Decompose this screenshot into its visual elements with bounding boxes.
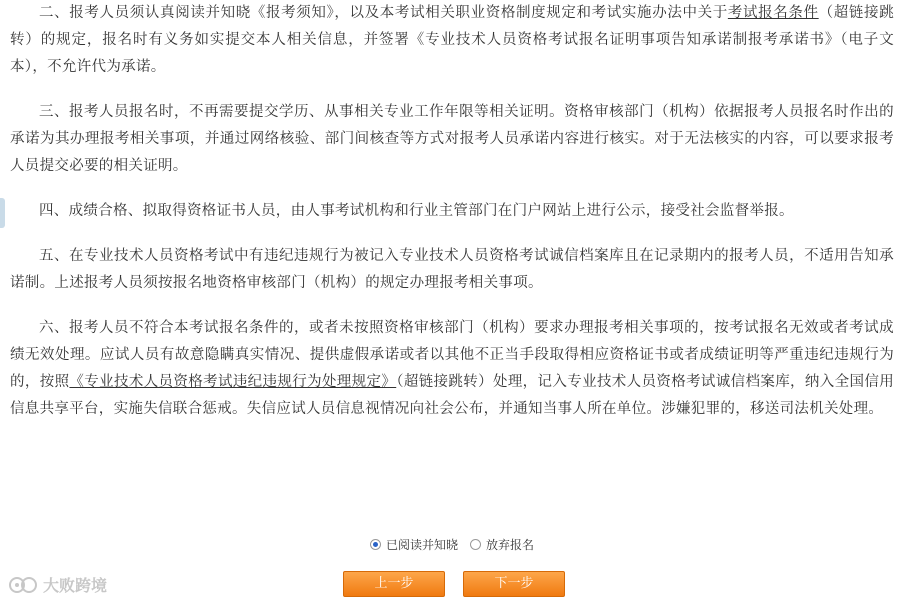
navigation-buttons <box>343 571 583 597</box>
paragraph-5: 五、在专业技术人员资格考试中有违纪违规行为被记入专业技术人员资格考试诚信档案库且在记录期内的报考人员，不适用告知承诺制。上述报考人员须按报名地资格审核部门（机构）的规定办理报考相关事项。 <box>10 248 894 291</box>
radio-abandon-label: 放弃报名 <box>486 538 535 552</box>
radio-unchecked-icon[interactable] <box>470 539 481 550</box>
prev-step-button[interactable]: 上一步 <box>343 571 445 597</box>
side-expand-handle[interactable] <box>0 198 5 228</box>
exam-eligibility-link[interactable]: 考试报名条件 <box>727 5 819 21</box>
watermark-text: 大败跨境 <box>43 576 108 595</box>
radio-read-label: 已阅读并知晓 <box>386 538 459 552</box>
agreement-radio-group <box>370 536 546 553</box>
paragraph-2: 二、报考人员须认真阅读并知晓《报考须知》，以及本考试相关职业资格制度规定和考试实施办法中关于考试报名条件（超链接跳转）的规定，报名时有义务如实提交本人相关信息，并签署《专业技术人员资格考试报名证明事项告知承诺制报考承诺书》（电子文本），不允许代为承诺。 <box>10 5 894 75</box>
paragraph-4: 四、成绩合格、拟取得资格证书人员，由人事考试机构和行业主管部门在门户网站上进行公示，接受社会监督举报。 <box>39 203 794 219</box>
radio-abandon[interactable] <box>470 536 534 553</box>
next-step-button[interactable]: 下一步 <box>463 571 565 597</box>
violation-rules-link[interactable]: 《专业技术人员资格考试违纪违规行为处理规定》 <box>69 374 397 390</box>
radio-read-and-know[interactable] <box>370 536 458 553</box>
radio-checked-icon[interactable] <box>370 539 381 550</box>
paragraph-6: 六、报考人员不符合本考试报名条件的，或者未按照资格审核部门（机构）要求办理报考相关事项的，按考试报名无效或者考试成绩无效处理。应试人员有故意隐瞒真实情况、提供虚假承诺或者以其他不正当手段取得相应资格证书或者成绩证明等严重违纪违规行为的，按照《专业技术人员资格考试违纪违规行为处理规定》（超链接跳转）处理，记入专业技术人员资格考试诚信档案库，纳入全国信用信息共享平台，实施失信联合惩戒。失信应试人员信息视情况向社会公布，并通知当事人所在单位。涉嫌犯罪的，移送司法机关处理。 <box>10 320 894 417</box>
watermark <box>8 573 107 596</box>
notice-content <box>10 0 894 441</box>
logo-icon <box>8 575 38 595</box>
paragraph-3: 三、报考人员报名时，不再需要提交学历、从事相关专业工作年限等相关证明。资格审核部门（机构）依据报考人员报名时作出的承诺为其办理报考相关事项，并通过网络核验、部门间核查等方式对报考人员承诺内容进行核实。对于无法核实的内容，可以要求报考人员提交必要的相关证明。 <box>10 104 894 174</box>
